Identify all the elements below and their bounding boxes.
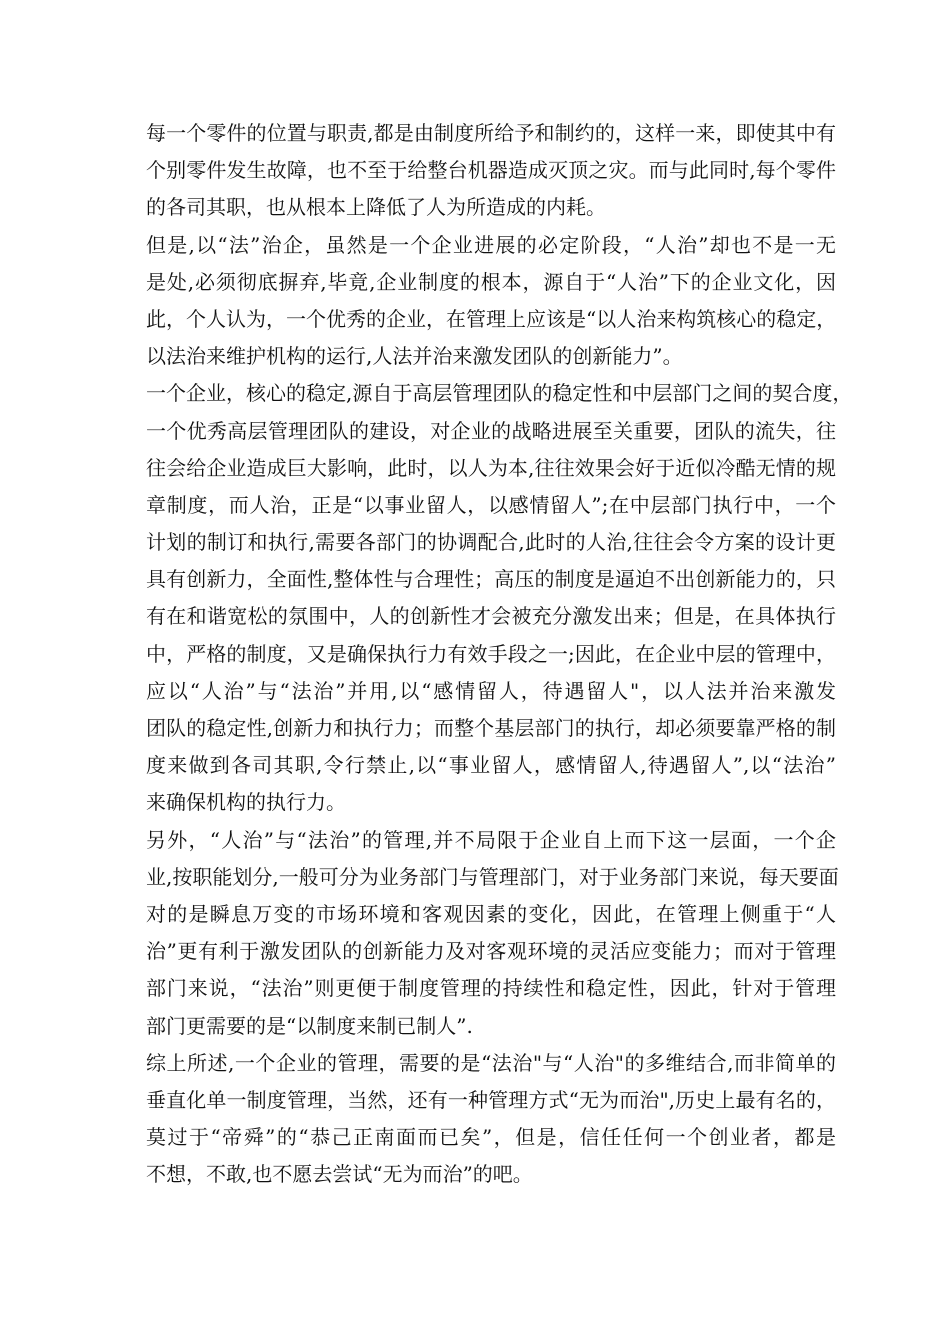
text-line: 中，严格的制度，又是确保执行力有效手段之一;因此，在企业中层的管理中， — [146, 641, 836, 666]
paragraph — [146, 822, 839, 1045]
text-line: 莫过于“帝舜”的“恭己正南面而已矣”，但是，信任任何一个创业者，都是 — [146, 1125, 836, 1150]
paragraph — [146, 115, 836, 227]
text-line: 不想，不敢,也不愿去尝试“无为而治”的吧。 — [146, 1162, 533, 1187]
text-line: 是处,必须彻底摒弃,毕竟,企业制度的根本，源自于“人治”下的企业文化，因 — [146, 269, 836, 294]
text-line: 业,按职能划分,一般可分为业务部门与管理部门，对于业务部门来说，每天要面 — [146, 864, 839, 889]
text-line: 此，个人认为，一个优秀的企业，在管理上应该是“以人治来构筑核心的稳定， — [146, 306, 837, 331]
text-line: 部门来说，“法治”则更便于制度管理的持续性和稳定性，因此，针对于管理 — [146, 976, 836, 1001]
text-line: 一个企业，核心的稳定,源自于高层管理团队的稳定性和中层部门之间的契合度， — [146, 381, 853, 406]
text-line: 每一个零件的位置与职责,都是由制度所给予和制约的，这样一来，即使其中有 — [146, 121, 836, 145]
text-line: 综上所述,一个企业的管理，需要的是“法治"与“人治"的多维结合,而非简单的 — [146, 1050, 836, 1075]
text-line: 应以“人治”与“法治”并用,以“感情留人，待遇留人"，以人法并治来激发 — [146, 678, 836, 703]
text-line: 个别零件发生故障，也不至于给整台机器造成灭顶之灾。而与此同时,每个零件 — [146, 158, 836, 183]
document-body — [146, 115, 853, 1193]
text-line: 对的是瞬息万变的市场环境和客观因素的变化，因此，在管理上侧重于“人 — [146, 901, 836, 926]
text-line: 的各司其职，也从根本上降低了人为所造成的内耗。 — [146, 195, 606, 220]
text-line: 具有创新力，全面性,整体性与合理性；高压的制度是逼迫不出创新能力的，只 — [146, 567, 836, 592]
text-line: 垂直化单一制度管理，当然，还有一种管理方式“无为而治",历史上最有名的， — [146, 1087, 836, 1112]
text-line: 一个优秀高层管理团队的建设，对企业的战略进展至关重要，团队的流失，往 — [146, 418, 836, 443]
text-line: 治”更有利于激发团队的创新能力及对客观环境的灵活应变能力；而对于管理 — [146, 939, 836, 964]
text-line: 度来做到各司其职,令行禁止,以“事业留人，感情留人,待遇留人”,以“法治” — [146, 753, 836, 778]
text-line: 以法治来维护机构的运行,人法并治来激发团队的创新能力”。 — [146, 344, 683, 369]
text-line: 另外，“人治”与“法治”的管理,并不局限于企业自上而下这一层面，一个企 — [146, 827, 836, 852]
text-line: 但是,以“法”治企，虽然是一个企业进展的必定阶段，“人治”却也不是一无 — [146, 232, 836, 257]
text-line: 有在和谐宽松的氛围中，人的创新性才会被充分激发出来；但是，在具体执行 — [146, 604, 836, 629]
text-line: 计划的制订和执行,需要各部门的协调配合,此时的人治,往往会令方案的设计更 — [146, 530, 836, 555]
paragraph — [146, 1045, 836, 1194]
text-line: 团队的稳定性,创新力和执行力；而整个基层部门的执行，却必须要靠严格的制 — [146, 716, 836, 740]
text-line: 往会给企业造成巨大影响，此时，以人为本,往往效果会好于近似冷酷无情的规 — [146, 455, 836, 480]
text-line: 部门更需要的是“以制度来制已制人”. — [146, 1013, 473, 1038]
text-line: 章制度，而人治，正是“以事业留人，以感情留人”;在中层部门执行中，一个 — [146, 492, 836, 517]
text-line: 来确保机构的执行力。 — [146, 790, 346, 815]
paragraph — [146, 227, 836, 376]
paragraph — [146, 375, 853, 821]
